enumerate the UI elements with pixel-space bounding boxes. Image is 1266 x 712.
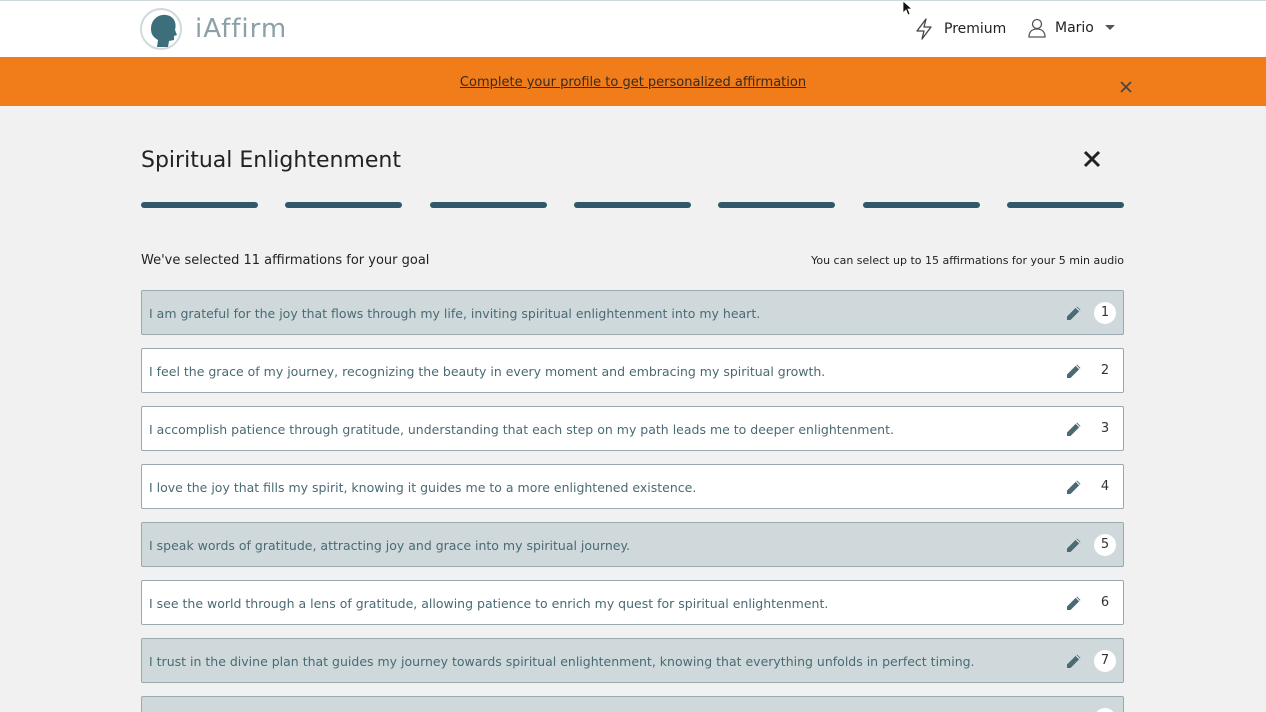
chevron-down-icon [1104,24,1116,32]
affirmation-text: I feel the grace of my journey, recognizing the beauty in every moment and embracing my spiritual growth. [149,364,826,379]
premium-label: Premium [944,21,1007,37]
mouse-cursor-icon [902,0,912,16]
complete-profile-link[interactable]: Complete your profile to get personalized affirmation [459,75,807,90]
affirmation-number: 1 [1094,302,1116,324]
banner-close-icon[interactable] [1118,79,1134,95]
pencil-icon[interactable] [1065,594,1083,612]
pencil-icon[interactable] [1065,304,1083,322]
affirmation-item[interactable] [141,406,1124,451]
affirmation-number [1094,708,1116,712]
pencil-icon[interactable] [1065,652,1083,670]
affirmation-item[interactable] [141,638,1124,683]
affirmation-text: I accomplish patience through gratitude, understanding that each step on my path leads me to deeper enlightenment. [149,422,894,437]
affirmation-text: I trust in the divine plan that guides my journey towards spiritual enlightenment, knowing that everything unfolds in perfect timing. [149,654,975,669]
affirmation-item[interactable] [141,696,1124,712]
pencil-icon[interactable] [1065,362,1083,380]
progress-segment [285,202,402,208]
logo-head-icon [139,7,185,51]
affirmation-number: 2 [1100,363,1110,378]
selection-limit-text: You can select up to 15 affirmations for your 5 min audio [811,254,1124,267]
affirmation-number: 7 [1094,650,1116,672]
progress-segment [1007,202,1124,208]
progress-segment [430,202,547,208]
pencil-icon[interactable] [1065,478,1083,496]
affirmation-item[interactable] [141,522,1124,567]
user-icon [1028,18,1046,38]
affirmation-text: I love the joy that fills my spirit, knowing it guides me to a more enlightened existence. [149,480,697,495]
pencil-icon[interactable] [1065,536,1083,554]
affirmation-item[interactable] [141,580,1124,625]
affirmation-text: I speak words of gratitude, attracting joy and grace into my spiritual journey. [149,538,631,553]
affirmation-item[interactable] [141,290,1124,335]
close-icon[interactable] [1082,149,1102,169]
top-header [0,0,1266,57]
progress-segment [863,202,980,208]
affirmation-number: 3 [1100,421,1110,436]
affirmation-item[interactable] [141,348,1124,393]
page-title: Spiritual Enlightenment [141,148,401,173]
user-name: Mario [1055,20,1094,36]
affirmation-item[interactable] [141,464,1124,509]
affirmation-text: I am grateful for the joy that flows through my life, inviting spiritual enlightenment into my heart. [149,306,761,321]
profile-banner [0,57,1266,106]
progress-segment [574,202,691,208]
lightning-icon [914,18,934,40]
progress-segment [718,202,835,208]
user-menu[interactable] [1028,18,1116,38]
logo-text: iAffirm [195,14,288,44]
progress-segment [141,202,258,208]
affirmation-number: 6 [1100,595,1110,610]
premium-button[interactable] [914,18,1006,40]
affirmation-number: 5 [1094,534,1116,556]
progress-bar [141,202,1124,208]
affirmation-text: I see the world through a lens of gratitude, allowing patience to enrich my quest for spiritual enlightenment. [149,596,829,611]
selected-count-text: We've selected 11 affirmations for your goal [141,253,430,268]
pencil-icon[interactable] [1065,420,1083,438]
logo[interactable] [139,7,287,51]
affirmation-list [141,290,1124,712]
affirmation-number: 4 [1100,479,1110,494]
